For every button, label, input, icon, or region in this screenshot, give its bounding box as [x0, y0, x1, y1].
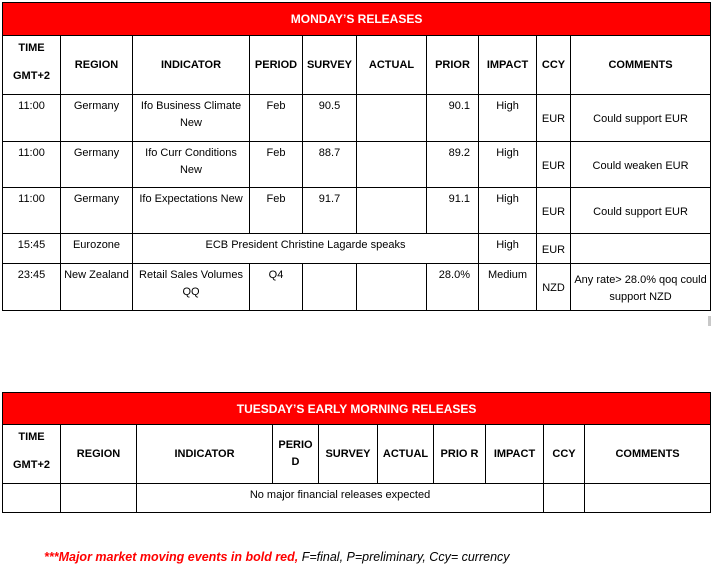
cell-period: Feb: [250, 95, 303, 142]
cell-impact: High: [479, 95, 537, 142]
footnote-legend: F=final, P=preliminary, Ccy= currency: [298, 550, 510, 564]
cell-time: 15:45: [3, 234, 61, 264]
tuesday-title: TUESDAY’S EARLY MORNING RELEASES: [3, 393, 711, 425]
cell-time: 11:00: [3, 142, 61, 188]
header-survey: SURVEY: [303, 36, 357, 95]
cell-period: Q4: [250, 264, 303, 311]
header-time: TIME GMT+2: [3, 425, 61, 484]
table-row: [3, 95, 711, 142]
cell-indicator: Ifo Curr Conditions New: [133, 142, 250, 188]
header-period: PERIO D: [273, 425, 319, 484]
cell-comments: Could support EUR: [571, 95, 711, 142]
header-actual: ACTUAL: [357, 36, 427, 95]
cell-comments: [571, 234, 711, 264]
cell-ccy: EUR: [537, 234, 571, 264]
header-actual: ACTUAL: [378, 425, 434, 484]
cell-ccy: EUR: [537, 142, 571, 188]
header-comments: COMMENTS: [571, 36, 711, 95]
cell-comments: Could weaken EUR: [571, 142, 711, 188]
header-survey: SURVEY: [319, 425, 378, 484]
cell-time: 23:45: [3, 264, 61, 311]
cell-prior: 90.1: [427, 95, 479, 142]
cell-event: ECB President Christine Lagarde speaks: [133, 234, 479, 264]
header-comments: COMMENTS: [585, 425, 711, 484]
cell-indicator: Ifo Business Climate New: [133, 95, 250, 142]
cell-survey: [303, 264, 357, 311]
cell-survey: 88.7: [303, 142, 357, 188]
header-ccy: CCY: [544, 425, 585, 484]
cell-indicator: Retail Sales Volumes QQ: [133, 264, 250, 311]
cell-impact: High: [479, 142, 537, 188]
cell-comments: Any rate> 28.0% qoq could support NZD: [571, 264, 711, 311]
cell-time: [3, 484, 61, 513]
cell-period: Feb: [250, 142, 303, 188]
header-region: REGION: [61, 425, 137, 484]
header-impact: IMPACT: [486, 425, 544, 484]
footnote-emphasis: ***Major market moving events in bold red,: [44, 550, 299, 564]
tuesday-releases-table: [2, 392, 711, 513]
cell-actual: [357, 188, 427, 234]
table-row: [3, 234, 711, 264]
cell-time: 11:00: [3, 188, 61, 234]
header-region: REGION: [61, 36, 133, 95]
cell-region: New Zealand: [61, 264, 133, 311]
cell-comments: [585, 484, 711, 513]
cell-ccy: NZD: [537, 264, 571, 311]
table-row: [3, 188, 711, 234]
cell-prior: 91.1: [427, 188, 479, 234]
footnote: [44, 550, 510, 564]
monday-releases-table: [2, 2, 711, 311]
cell-region: Germany: [61, 95, 133, 142]
table-row: [3, 484, 711, 513]
cell-prior: 89.2: [427, 142, 479, 188]
header-time: TIME GMT+2: [3, 36, 61, 95]
cell-period: Feb: [250, 188, 303, 234]
cell-actual: [357, 142, 427, 188]
cell-region: Germany: [61, 188, 133, 234]
cell-indicator: Ifo Expectations New: [133, 188, 250, 234]
header-impact: IMPACT: [479, 36, 537, 95]
header-indicator: INDICATOR: [137, 425, 273, 484]
header-period: PERIOD: [250, 36, 303, 95]
cell-ccy: EUR: [537, 188, 571, 234]
cell-prior: 28.0%: [427, 264, 479, 311]
header-indicator: INDICATOR: [133, 36, 250, 95]
cell-comments: Could support EUR: [571, 188, 711, 234]
cell-actual: [357, 264, 427, 311]
table-row: [3, 142, 711, 188]
header-prior: PRIO R: [434, 425, 486, 484]
cell-region: Eurozone: [61, 234, 133, 264]
cell-region: Germany: [61, 142, 133, 188]
cell-ccy: EUR: [537, 95, 571, 142]
cell-survey: 90.5: [303, 95, 357, 142]
header-ccy: CCY: [537, 36, 571, 95]
cell-survey: 91.7: [303, 188, 357, 234]
cell-impact: Medium: [479, 264, 537, 311]
cell-region: [61, 484, 137, 513]
cell-impact: High: [479, 234, 537, 264]
cell-actual: [357, 95, 427, 142]
cell-time: 11:00: [3, 95, 61, 142]
header-prior: PRIOR: [427, 36, 479, 95]
scrollbar-mark: [708, 316, 711, 326]
cell-no-releases: No major financial releases expected: [137, 484, 544, 513]
table-row: [3, 264, 711, 311]
cell-impact: High: [479, 188, 537, 234]
monday-title: MONDAY’S RELEASES: [3, 3, 711, 36]
cell-ccy: [544, 484, 585, 513]
